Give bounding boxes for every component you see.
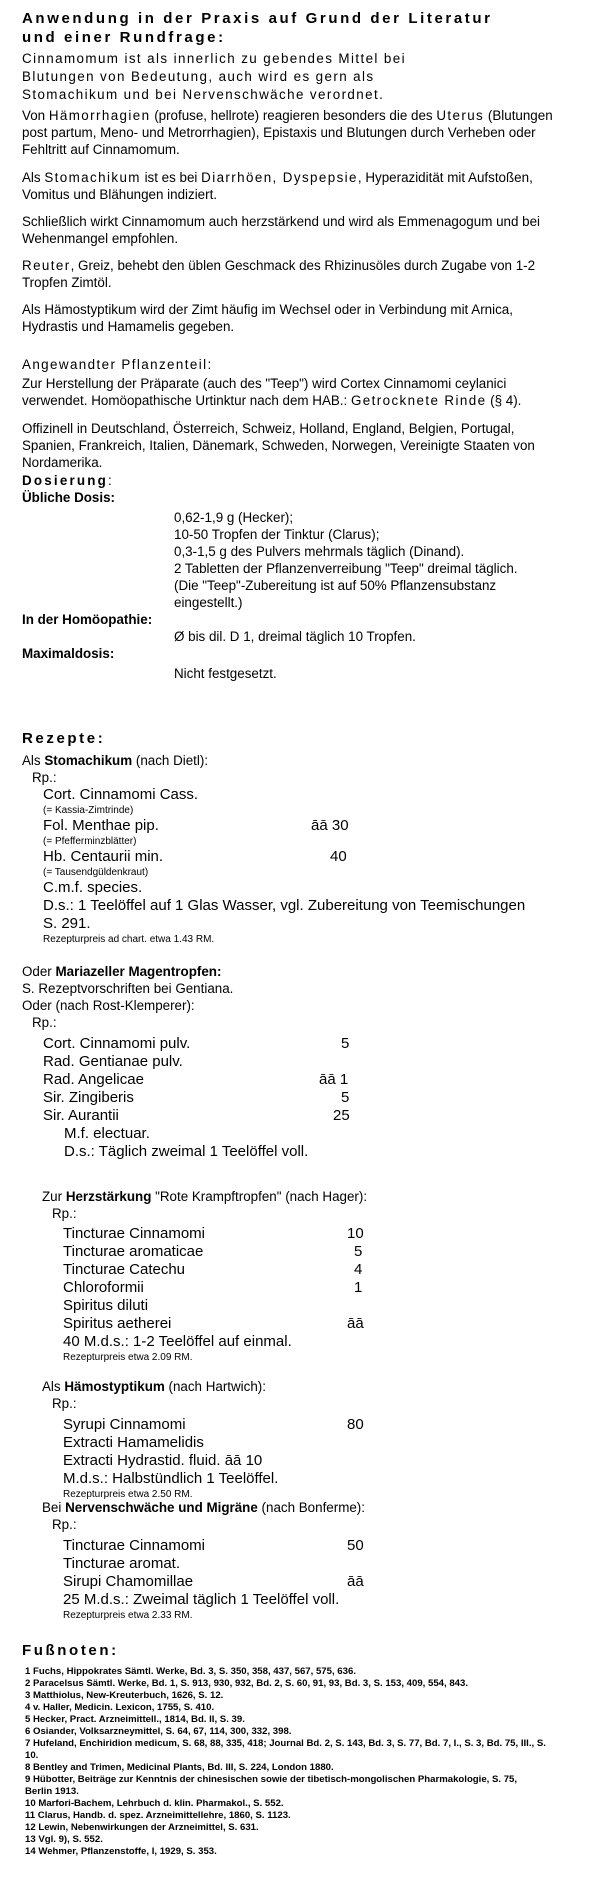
rx-line: Sirupi Chamomillae āā [63,1573,364,1590]
recipes-heading: Rezepte: [22,730,106,747]
footnote-item: 9 Hübotter, Beiträge zur Kenntnis der chinesischen sowie der tibetisch-mongolischen Pharmakologie, S. 75, Berlin 1913. [25,1774,518,1797]
footnote-item: 8 Bentley and Trimen, Medicinal Plants, Bd. III, S. 224, London 1880. [25,1762,334,1773]
rx-line: Chloroformii 1 [63,1279,363,1296]
intro-line-2: Blutungen von Bedeutung, auch wird es gern als [22,69,375,84]
rx-line: Tincturae Catechu 4 [63,1261,363,1278]
recipe-price: Rezepturpreis etwa 2.09 RM. [63,1352,193,1363]
rx-line: Tincturae Cinnamomi 10 [63,1225,364,1242]
footnotes-heading: Fußnoten: [22,1642,119,1659]
intro-line-1: Cinnamomum ist als innerlich zu gebendes Mittel bei [22,51,406,66]
rx-line: Tincturae Cinnamomi 50 [63,1537,364,1554]
rx-line: Spiritus aetherei āā [63,1315,364,1332]
max-dose-label: Maximaldosis: [22,646,115,661]
homeopathy-label: In der Homöopathie: [22,612,153,627]
footnote-item: 3 Matthiolus, New-Kreuterbuch, 1626, S. 12. [25,1690,224,1701]
paragraph-herz: Schließlich wirkt Cinnamomum auch herzstärkend und wird als Emmenagogum und bei Wehenmangel empfohlen. [22,214,541,246]
intro-line-3: Stomachikum und bei Nervenschwäche verordnet. [22,87,385,102]
footnote-item: 6 Osiander, Volksarzneymittel, S. 64, 67, 114, 300, 332, 398. [25,1726,292,1737]
plant-part-text: Zur Herstellung der Präparate (auch des "Teep") wird Cortex Cinnamomi ceylanici verwendet. Homöopathische Urtinktur nach dem HAB.: Getrocknete Rinde (§ 4). [22,376,522,408]
recipe-stomachikum: Als Stomachikum (nach Dietl): Rp.: Cort. Cinnamomi Cass. (= Kassia-Zimtrinde) Fol. Menthae pip. āā 30 (= Pfefferminzblätter) Hb. Centaurii min. 40 (= Tausendgüldenkraut) C.m.f. species. D.s.: 1 Teelöffel auf 1 Glas Wasser, vgl. Zubereitung von Teemischungen S. 291. Rezepturpreis ad chart. etwa 1.43 RM. [22,752,572,946]
rx-line: Cort. Cinnamomi Cass. [43,786,199,803]
usual-dose-label: Übliche Dosis: [22,490,116,505]
recipe-mariazeller: Oder Mariazeller Magentropfen: S. Rezeptvorschriften bei Gentiana. [22,964,234,996]
footnote-item: 2 Paracelsus Sämtl. Werke, Bd. 1, S. 913, 930, 932, Bd. 2, S. 60, 91, 93, Bd. 3, S. 153, 409, 554, 843. [25,1678,468,1689]
footnote-item: 4 v. Haller, Medicin. Lexicon, 1755, S. 410. [25,1702,215,1713]
footnote-item: 1 Fuchs, Hippokrates Sämtl. Werke, Bd. 3, S. 350, 358, 437, 567, 575, 636. [25,1666,356,1677]
paragraph-haemostyptikum: Als Hämostyptikum wird der Zimt häufig im Wechsel oder in Verbindung mit Arnica, Hydrastis und Hamamelis gegeben. [22,302,513,334]
rx-line: Tincturae aromaticae 5 [63,1243,363,1260]
rx-line: Fol. Menthae pip. āā 30 [43,817,349,834]
footnote-item: 13 Vgl. 9), S. 552. [25,1834,103,1845]
recipe-herzstaerkung: Zur Herzstärkung "Rote Krampftropfen" (nach Hager): Rp.: Tincturae Cinnamomi 10 Tincturae aromaticae 5 Tincturae Catechu 4 Chloroformii 1 Spiritus diluti Spiritus aetherei āā 40 M.d.s.: 1-2 Teelöffel auf einmal. Rezepturpreis etwa 2.09 RM. [42,1188,572,1364]
paragraph-haemorrhagien: Von Hämorrhagien (profuse, hellrote) reagieren besonders die des Uterus (Blutungen post partum, Meno- und Metrorrhagien), Epistaxis und Blutungen durch Verheben oder Fehltritt auf Cinnamomum. [22,108,553,157]
recipe-price: Rezepturpreis etwa 2.50 RM. [63,1489,193,1500]
rp-label: Rp.: [32,770,57,785]
title-line-2: und einer Rundfrage: [22,29,226,46]
rx-line: Rad. Gentianae pulv. [43,1053,183,1070]
footnote-item: 11 Clarus, Handb. d. spez. Arzneimittellehre, 1860, S. 1123. [25,1810,291,1821]
footnote-item: 5 Hecker, Pract. Arzneimittell., 1814, Bd. II, S. 39. [25,1714,245,1725]
rx-line: Hb. Centaurii min. 40 [43,848,347,865]
title-line-1: Anwendung in der Praxis auf Grund der Literatur [22,10,493,27]
footnotes-list [0,1666,560,1858]
usual-dose-values: 0,62-1,9 g (Hecker); 10-50 Tropfen der Tinktur (Clarus); 0,3-1,5 g des Pulvers mehrmals täglich (Dinand). 2 Tabletten der Pflanzenverreibung "Teep" dreimal täglich. (Die "Teep"-Zubereitung ist auf 50% Pflanzensubstanz eingestellt.) [174,510,518,610]
footnote-item: 14 Wehmer, Pflanzenstoffe, I, 1929, S. 353. [25,1846,217,1857]
footnote-item: 12 Lewin, Nebenwirkungen der Arzneimittel, S. 631. [25,1822,259,1833]
rx-line: Spiritus diluti [63,1297,149,1314]
plant-part-countries: Offizinell in Deutschland, Österreich, Schweiz, Holland, England, Belgien, Portugal, Spanien, Frankreich, Italien, Dänemark, Schweden, Norwegen, Vereinigte Staaten von Nordamerika. [22,421,535,470]
paragraph-reuter: Reuter, Greiz, behebt den üblen Geschmack des Rhizinusöles durch Zugabe von 1-2 Tropfen Zimtöl. [22,258,536,290]
rx-line: Syrupi Cinnamomi 80 [63,1416,364,1433]
footnote-item: 10 Marfori-Bachem, Lehrbuch d. klin. Pharmakol., S. 552. [25,1798,284,1809]
max-dose-value: Nicht festgesetzt. [174,666,277,681]
dosage-section: Dosierung: Übliche Dosis: 0,62-1,9 g (Hecker); 10-50 Tropfen der Tinktur (Clarus); 0,3-1,5 g des Pulvers mehrmals täglich (Dinand). 2 Tabletten der Pflanzenverreibung "Teep" dreimal täglich. (Die "Teep"-Zubereitung ist auf 50% Pflanzensubstanz eingestellt.) In der Homöopathie: Ø bis dil. D 1, dreimal täglich 10 Tropfen. Maximaldosis: Nicht festgesetzt. [22,472,572,682]
plant-part-label: Angewandter Pflanzenteil: [22,357,213,372]
rx-line: Sir. Zingiberis 5 [43,1089,350,1106]
rx-line: Cort. Cinnamomi pulv. 5 [43,1035,350,1052]
dosage-label: Dosierung [22,473,109,488]
recipe-haemostyptikum: Als Hämostyptikum (nach Hartwich): Rp.: Syrupi Cinnamomi 80 Extracti Hamamelidis Extracti Hydrastid. fluid. āā 10 M.d.s.: Halbstündlich 1 Teelöffel. Rezepturpreis etwa 2.50 RM. [42,1378,572,1501]
recipe-rost-klemperer: Oder (nach Rost-Klemperer): Rp.: Cort. Cinnamomi pulv. 5 Rad. Gentianae pulv. Rad. Angelicae āā 1 Sir. Zingiberis 5 Sir. Aurantii 25 M.f. electuar. D.s.: Täglich zweimal 1 Teelöffel voll. [22,997,572,1161]
recipe-price: Rezepturpreis etwa 2.33 RM. [63,1610,193,1621]
page-title [22,9,493,47]
footnote-item: 7 Hufeland, Enchiridion medicum, S. 68, 88, 335, 418; Journal Bd. 2, S. 143, Bd. 3, S. 77, Bd. 7, I., S. 3, Bd. 75, III., S. 10. [25,1738,546,1761]
rx-line: Sir. Aurantii 25 [43,1107,350,1124]
homeopathy-value: Ø bis dil. D 1, dreimal täglich 10 Tropfen. [174,629,416,644]
recipe-price: Rezepturpreis ad chart. etwa 1.43 RM. [43,934,215,945]
intro-block [22,50,406,104]
rx-line: Rad. Angelicae āā 1 [43,1071,349,1088]
recipe-nervenschwaeche: Bei Nervenschwäche und Migräne (nach Bonferme): Rp.: Tincturae Cinnamomi 50 Tincturae aromat. Sirupi Chamomillae āā 25 M.d.s.: Zweimal täglich 1 Teelöffel voll. Rezepturpreis etwa 2.33 RM. [42,1499,572,1622]
paragraph-stomachikum: Als Stomachikum ist es bei Diarrhöen, Dyspepsie, Hyperazidität mit Aufstoßen, Vomitus und Blähungen indiziert. [22,170,533,202]
